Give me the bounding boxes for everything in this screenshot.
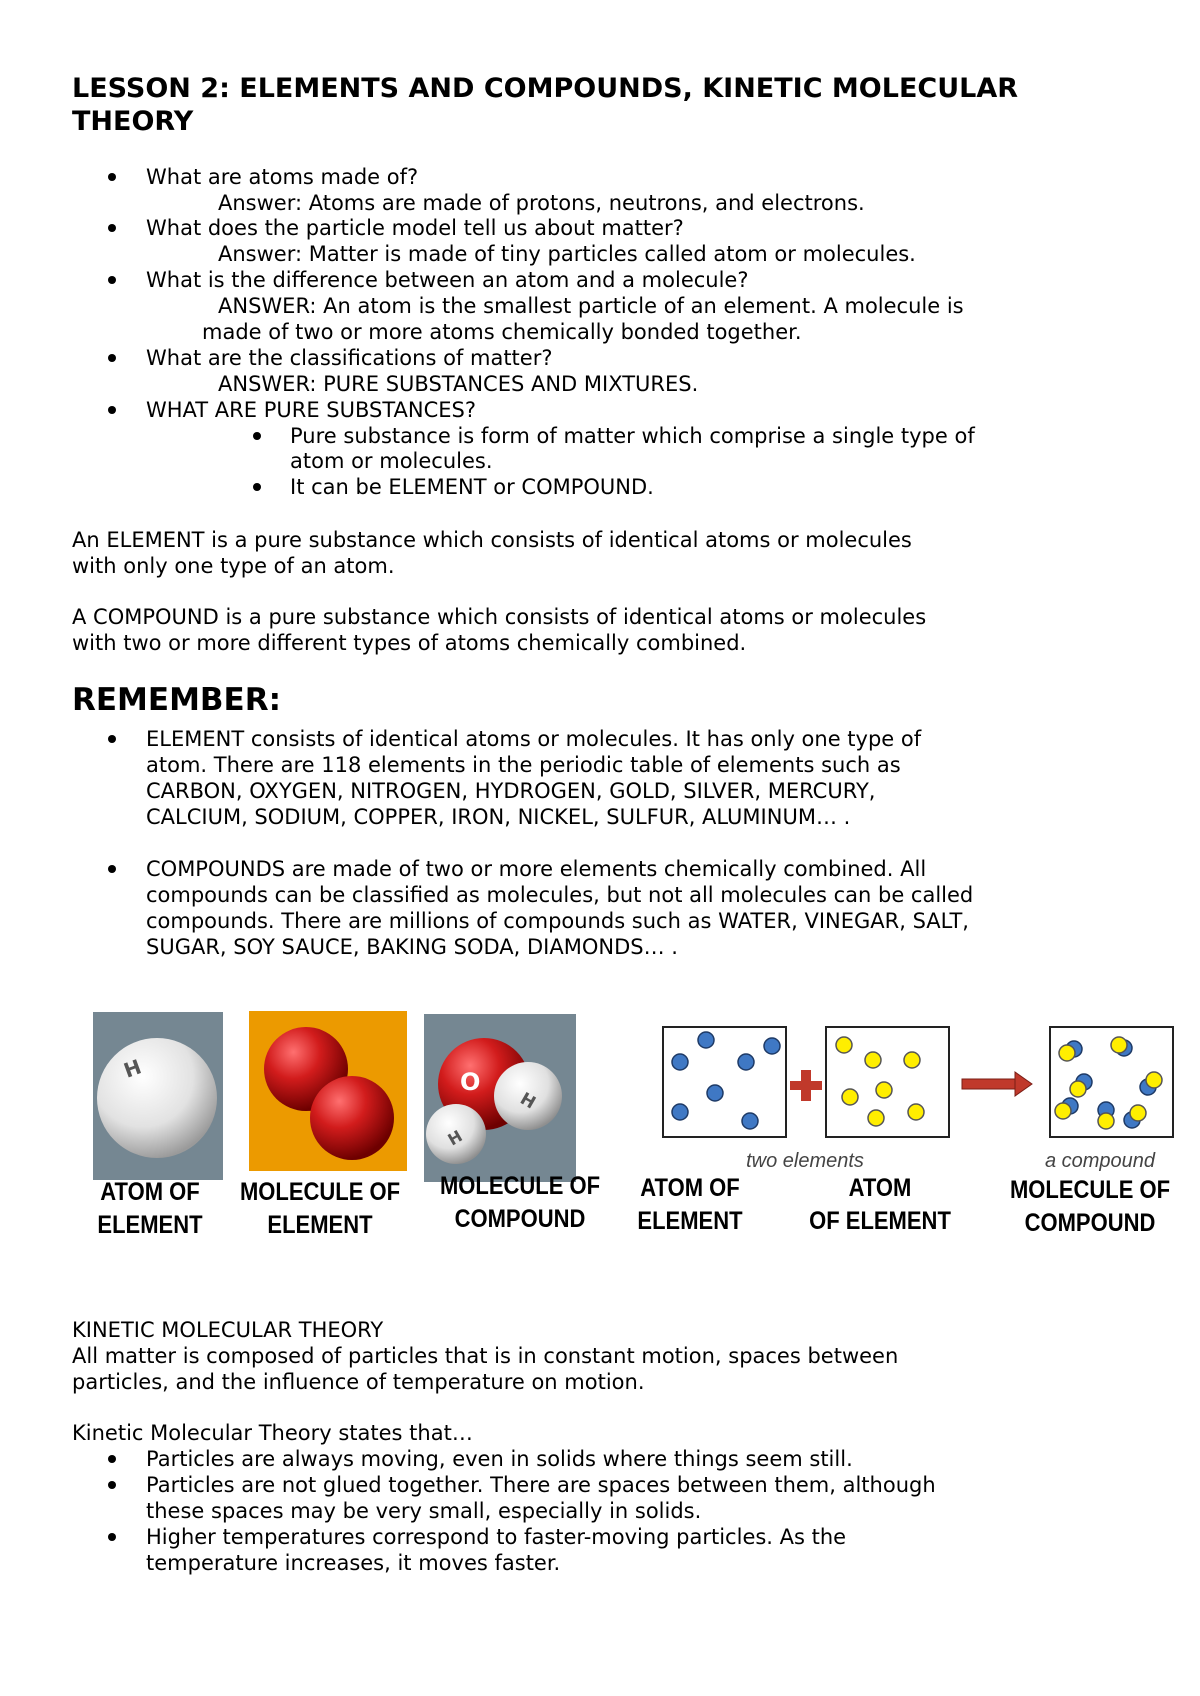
caption-molecule-of-element: MOLECULE OF ELEMENT [239,1178,401,1239]
blue-particle [672,1104,688,1120]
remember-bullet-1-line1: ELEMENT consists of identical atoms or molecules. It has only one type of [146,727,922,751]
water-molecule-image [424,1014,576,1182]
hydrogen-letter: H [516,1089,539,1114]
question-3: What is the difference between an atom and a molecule? [146,268,749,292]
yellow-particle [876,1082,892,1098]
two-elements-label: two elements [746,1150,864,1172]
compound-definition-line1: A COMPOUND is a pure substance which consists of identical atoms or molecules [72,605,927,629]
blue-particle [672,1054,688,1070]
bullet-dot [108,276,116,284]
blue-particle [742,1113,758,1129]
blue-particle [738,1054,754,1070]
hydrogen-letter: H [444,1126,466,1150]
answer-3-line1: ANSWER: An atom is the smallest particle of an element. A molecule is [218,294,964,318]
red-atom-sphere [310,1076,394,1160]
bullet-dot [108,173,116,181]
bullet-dot [108,865,116,873]
pure-substance-bullet-1-line1: Pure substance is form of matter which comprise a single type of [290,424,975,448]
kmt-bullet-3-line1: Higher temperatures correspond to faster-moving particles. As the [146,1525,847,1549]
yellow-particle [904,1052,920,1068]
yellow-particle [836,1037,852,1053]
question-1: What are atoms made of? [146,165,419,189]
element-definition-line1: An ELEMENT is a pure substance which consists of identical atoms or molecules [72,528,912,552]
remember-bullet-1-line3: CARBON, OXYGEN, NITROGEN, HYDROGEN, GOLD, SILVER, MERCURY, [146,779,876,803]
lesson-title-line2: THEORY [72,106,194,137]
atom-letter: H [120,1054,145,1083]
remember-bullet-1-line2: atom. There are 118 elements in the periodic table of elements such as [146,753,901,777]
plus-sign [790,1070,822,1101]
kmt-bullet-2-line1: Particles are not glued together. There are spaces between them, although [146,1473,936,1497]
question-4: What are the classifications of matter? [146,346,553,370]
particle-diagram [660,1020,1200,1140]
kmt-intro-line2: particles, and the influence of temperature on motion. [72,1370,645,1394]
kmt-intro-line1: All matter is composed of particles that is in constant motion, spaces between [72,1344,899,1368]
yellow-particle [842,1089,858,1105]
element-definition-line2: with only one type of an atom. [72,554,395,578]
remember-bullet-2-line2: compounds can be classified as molecules, but not all molecules can be called [146,883,974,907]
bullet-dot [108,406,116,414]
compound-definition-line2: with two or more different types of atoms chemically combined. [72,631,747,655]
hydrogen-atom-sphere [97,1038,217,1158]
atom-image [93,1012,223,1180]
caption-atom-of-element-2: ATOM OF ELEMENT [637,1174,743,1235]
answer-4: ANSWER: PURE SUBSTANCES AND MIXTURES. [218,372,699,396]
yellow-particle [868,1110,884,1126]
remember-bullet-1-line4: CALCIUM, SODIUM, COPPER, IRON, NICKEL, SULFUR, ALUMINUM… . [146,805,851,829]
bullet-dot [253,483,261,491]
bullet-dot [108,1533,116,1541]
caption-atom-of-element: ATOM OF ELEMENT [97,1178,203,1239]
question-5: WHAT ARE PURE SUBSTANCES? [146,398,477,422]
bullet-dot [108,354,116,362]
element-molecule-image [249,1011,407,1171]
pure-substance-bullet-1-line2: atom or molecules. [290,449,493,473]
kmt-bullet-3-line2: temperature increases, it moves faster. [146,1551,561,1575]
right-arrow [962,1072,1032,1096]
kmt-heading: KINETIC MOLECULAR THEORY [72,1318,384,1342]
answer-3-line2: made of two or more atoms chemically bonded together. [202,320,802,344]
bullet-dot [108,1455,116,1463]
remember-bullet-2-line1: COMPOUNDS are made of two or more elements chemically combined. All [146,857,927,881]
caption-molecule-of-compound-2: MOLECULE OF COMPOUND [1009,1176,1171,1237]
yellow-particle [865,1052,881,1068]
oxygen-letter: O [460,1068,481,1096]
bullet-dot [108,735,116,743]
a-compound-label: a compound [1044,1150,1156,1172]
answer-1: Answer: Atoms are made of protons, neutrons, and electrons. [218,191,865,215]
remember-heading: REMEMBER: [72,682,281,718]
question-2: What does the particle model tell us about matter? [146,216,684,240]
blue-particle [707,1085,723,1101]
remember-bullet-2-line4: SUGAR, SOY SAUCE, BAKING SODA, DIAMONDS… . [146,935,678,959]
caption-molecule-of-compound: MOLECULE OF COMPOUND [439,1172,601,1233]
lesson-title-line1: LESSON 2: ELEMENTS AND COMPOUNDS, KINETIC MOLECULAR [72,73,1019,104]
bullet-dot [253,432,261,440]
yellow-particle [908,1104,924,1120]
blue-particle [764,1038,780,1054]
kmt-states: Kinetic Molecular Theory states that… [72,1421,473,1445]
bullet-dot [108,1481,116,1489]
blue-particle [698,1032,714,1048]
caption-atom-of-element-3: ATOM OF ELEMENT [809,1174,951,1235]
bullet-dot [108,224,116,232]
answer-2: Answer: Matter is made of tiny particles called atom or molecules. [218,242,916,266]
kmt-bullet-2-line2: these spaces may be very small, especially in solids. [146,1499,702,1523]
remember-bullet-2-line3: compounds. There are millions of compounds such as WATER, VINEGAR, SALT, [146,909,969,933]
pure-substance-bullet-2: It can be ELEMENT or COMPOUND. [290,475,654,499]
kmt-bullet-1: Particles are always moving, even in solids where things seem still. [146,1447,853,1471]
